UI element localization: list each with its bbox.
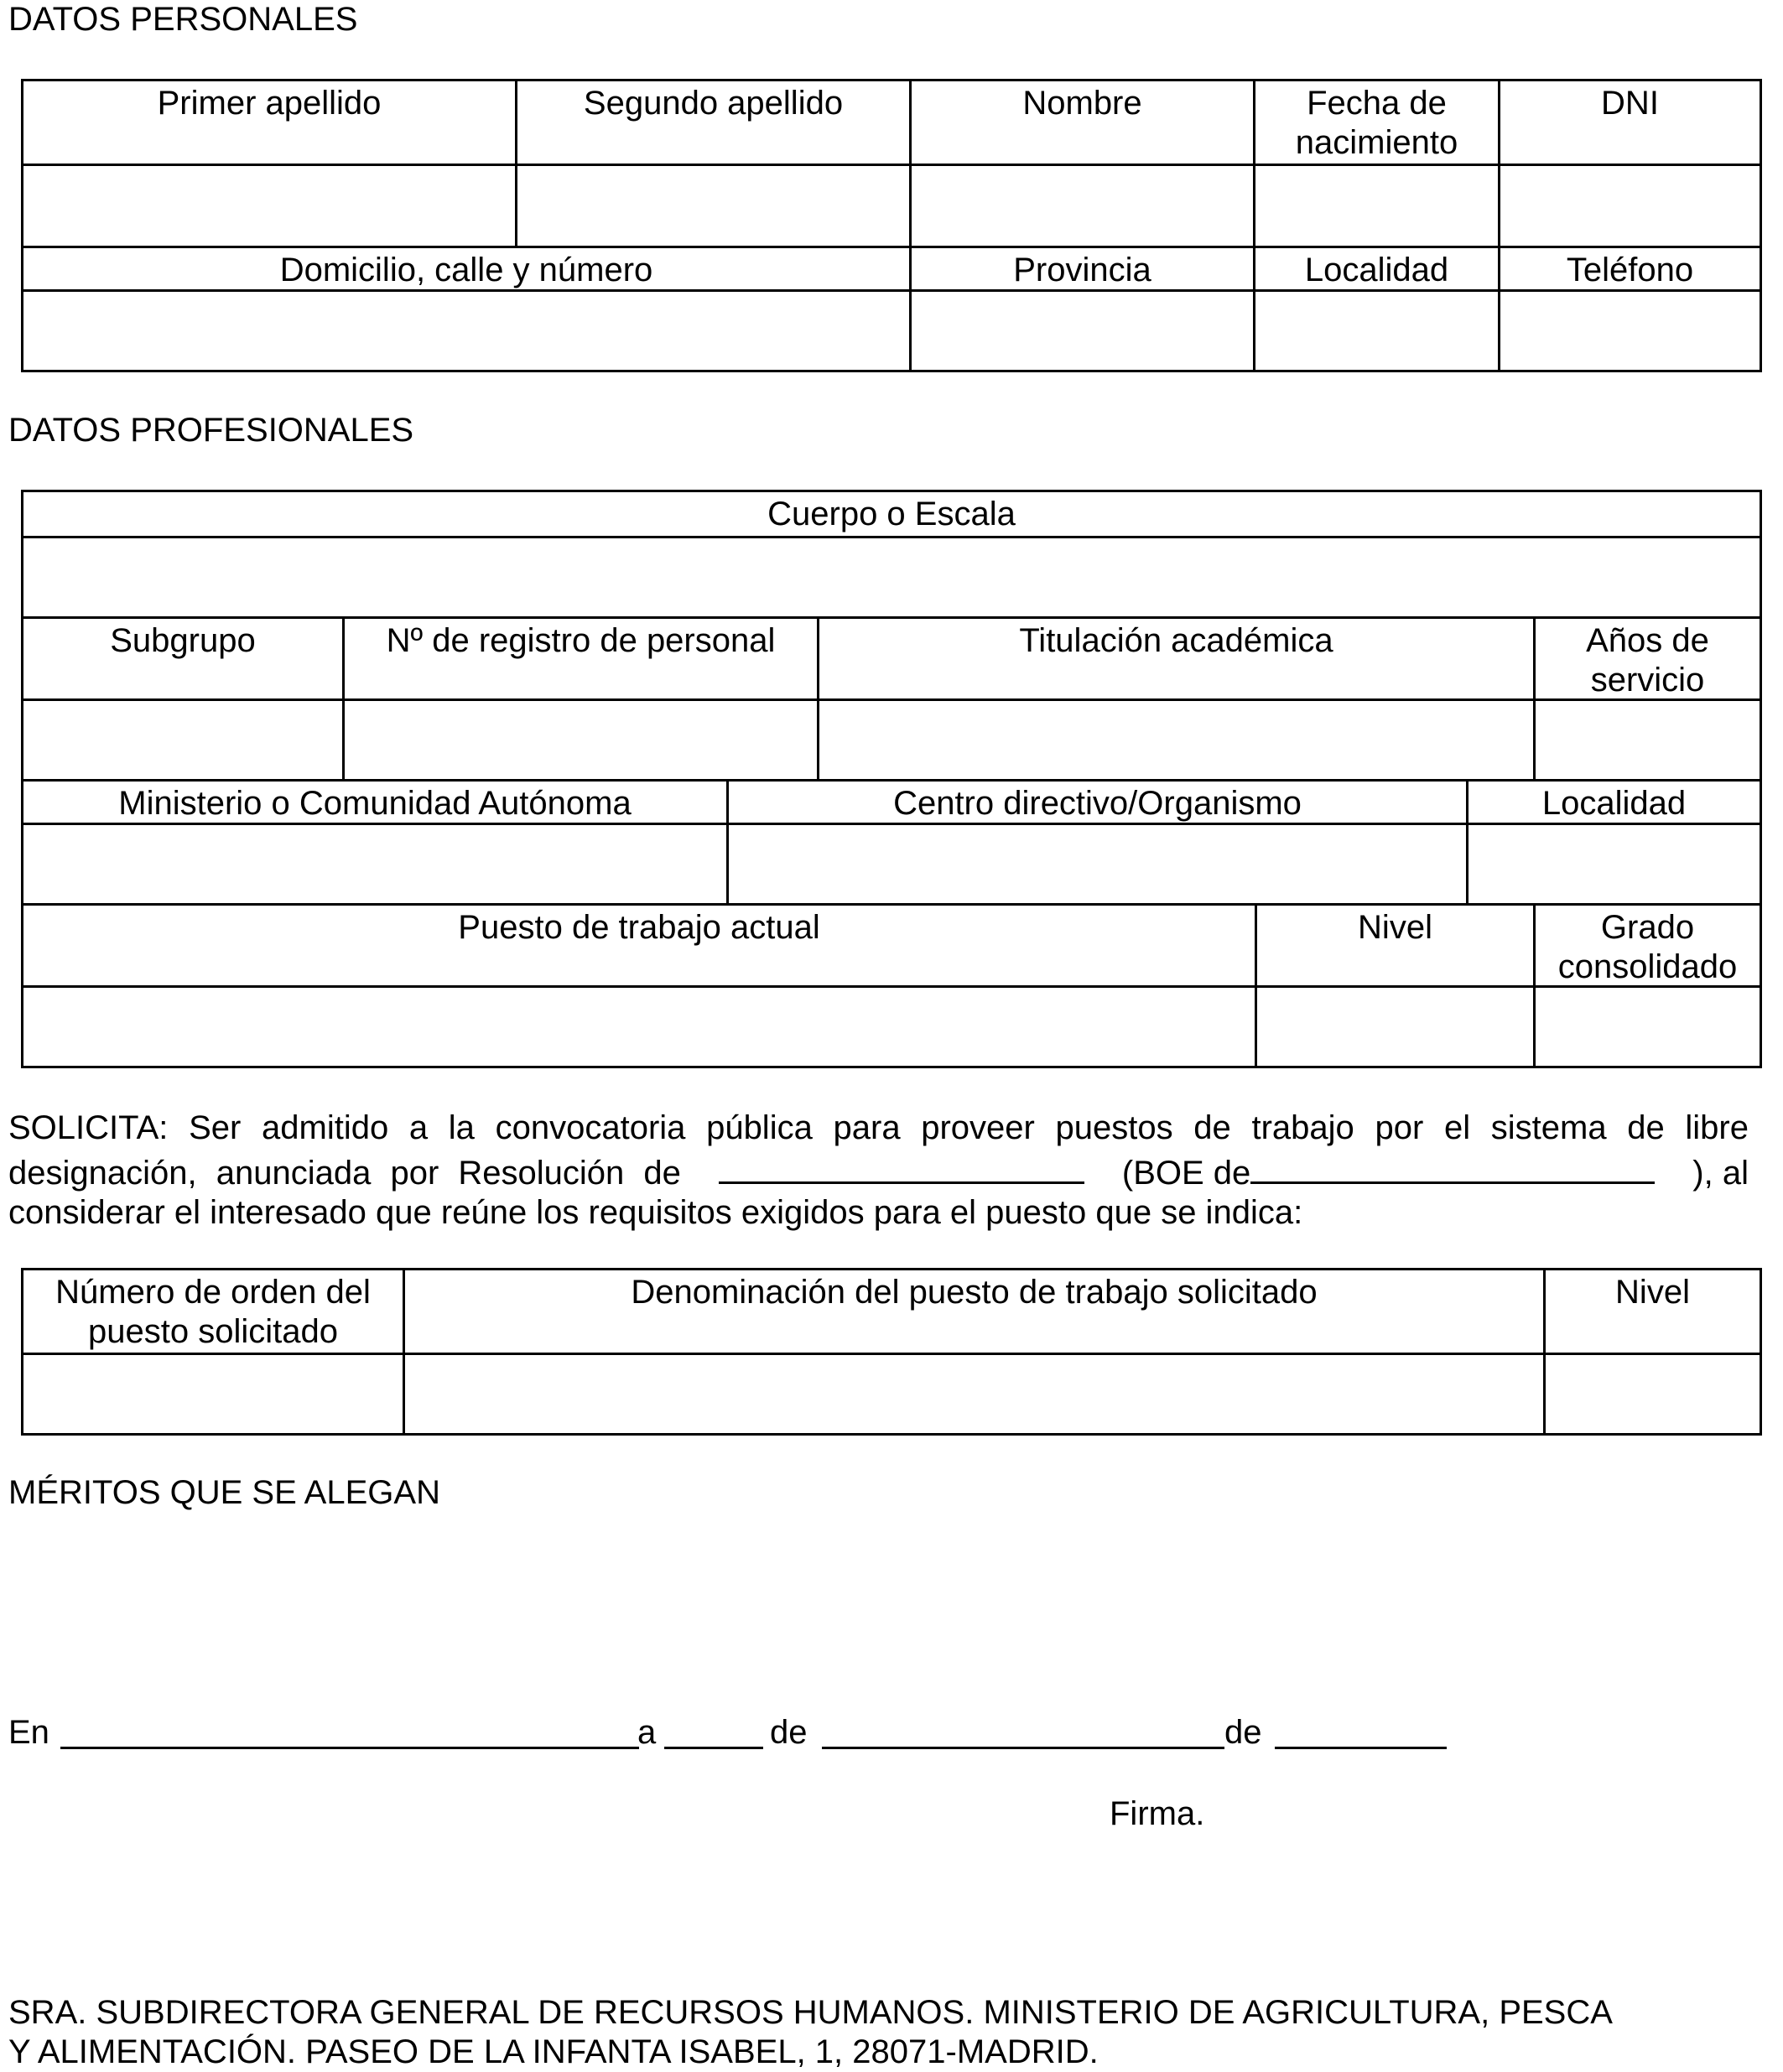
request-line-1: SOLICITA: Ser admitido a la convocatoria pública para proveer puestos de trabajo por el sistema de libre: [8, 1109, 1749, 1146]
header-anos-servicio: Años de servicio: [1533, 619, 1760, 698]
footer-line-1: SRA. SUBDIRECTORA GENERAL DE RECURSOS HUMANOS. MINISTERIO DE AGRICULTURA, PESCA: [8, 1994, 1613, 2031]
header-row: [23, 492, 1760, 536]
localidad-field[interactable]: [1253, 292, 1498, 370]
subgrupo-field[interactable]: [23, 701, 342, 779]
header-puesto-actual: Puesto de trabajo actual: [458, 909, 820, 946]
firma-label: Firma.: [1110, 1795, 1205, 1832]
anos-servicio-field[interactable]: [1533, 701, 1760, 779]
input-row: [23, 985, 1760, 1066]
header-numero-orden: Número de orden del puesto solicitado: [55, 1274, 371, 1350]
professional-data-table: [21, 490, 1762, 1068]
header-localidad: Localidad: [1253, 248, 1498, 289]
domicilio-field[interactable]: [23, 292, 909, 370]
header-ministerio: Ministerio o Comunidad Autónoma: [118, 785, 632, 822]
boe-date-field[interactable]: [1250, 1148, 1655, 1184]
label-de-2: de: [1224, 1714, 1262, 1751]
header-grado-consolidado: Grado consolidado: [1533, 906, 1760, 985]
ministerio-field[interactable]: [23, 825, 726, 903]
request-paragraph: [8, 1109, 1749, 1233]
header-nivel-solicitado: Nivel: [1543, 1270, 1760, 1353]
telefono-field[interactable]: [1498, 292, 1760, 370]
nombre-field[interactable]: [909, 166, 1253, 246]
section-title-merits: MÉRITOS QUE SE ALEGAN: [8, 1474, 440, 1511]
header-row: [23, 779, 1760, 823]
request-line-2: [8, 1148, 1749, 1193]
input-row: [23, 289, 1760, 370]
numero-orden-field[interactable]: [23, 1355, 403, 1433]
header-row: [23, 616, 1760, 698]
fecha-nacimiento-field[interactable]: [1253, 166, 1498, 246]
section-title-professional: DATOS PROFESIONALES: [8, 412, 414, 449]
denominacion-field[interactable]: [403, 1355, 1543, 1433]
primer-apellido-field[interactable]: [23, 166, 515, 246]
header-segundo-apellido: Segundo apellido: [515, 81, 909, 164]
header-subgrupo: Subgrupo: [110, 622, 256, 659]
nivel-actual-field[interactable]: [1255, 988, 1533, 1066]
footer-line-2: Y ALIMENTACIÓN. PASEO DE LA INFANTA ISABEL, 1, 28071-MADRID.: [8, 2033, 1099, 2070]
header-denominacion: Denominación del puesto de trabajo solicitado: [403, 1270, 1543, 1353]
grado-consolidado-field[interactable]: [1533, 988, 1760, 1066]
footer-address: [8, 1993, 1761, 2072]
header-localidad-prof: Localidad: [1466, 782, 1760, 823]
header-telefono: Teléfono: [1498, 248, 1760, 289]
header-dni: DNI: [1498, 81, 1760, 164]
cuerpo-escala-field[interactable]: [23, 538, 1760, 616]
place-field[interactable]: [60, 1713, 639, 1749]
nivel-solicitado-field[interactable]: [1543, 1355, 1760, 1433]
header-fecha-nacimiento: Fecha de nacimiento: [1253, 81, 1498, 164]
label-a: a: [637, 1714, 657, 1751]
localidad-prof-field[interactable]: [1466, 825, 1760, 903]
merits-area[interactable]: [8, 1518, 1749, 1702]
resolucion-date-field[interactable]: [719, 1148, 1084, 1184]
header-centro-directivo: Centro directivo/Organismo: [726, 782, 1466, 823]
header-row: [23, 81, 1760, 164]
input-row: [23, 823, 1760, 903]
registro-personal-field[interactable]: [342, 701, 817, 779]
input-row: [23, 164, 1760, 246]
header-row: [23, 1270, 1760, 1353]
request-line-2b: (BOE de: [1121, 1155, 1251, 1192]
request-line-3: considerar el interesado que reúne los requisitos exigidos para el puesto que se indica:: [8, 1194, 1303, 1231]
header-registro-personal: Nº de registro de personal: [342, 619, 817, 698]
header-nombre: Nombre: [909, 81, 1253, 164]
puesto-actual-field[interactable]: [23, 988, 1255, 1066]
input-row: [23, 698, 1760, 779]
provincia-field[interactable]: [909, 292, 1253, 370]
header-row: [23, 246, 1760, 289]
day-field[interactable]: [664, 1713, 763, 1749]
dni-field[interactable]: [1498, 166, 1760, 246]
input-row: [23, 1353, 1760, 1433]
header-cuerpo-escala: Cuerpo o Escala: [767, 496, 1016, 532]
header-nivel-actual: Nivel: [1255, 906, 1533, 985]
year-field[interactable]: [1275, 1713, 1447, 1749]
request-line-2c: ), al: [1692, 1155, 1749, 1192]
personal-data-table: [21, 79, 1762, 372]
header-row: [23, 903, 1760, 985]
month-field[interactable]: [822, 1713, 1224, 1749]
boe-group: [1122, 1148, 1655, 1193]
label-en: En: [8, 1714, 49, 1751]
titulacion-field[interactable]: [817, 701, 1533, 779]
header-titulacion: Titulación académica: [817, 619, 1533, 698]
header-provincia: Provincia: [909, 248, 1253, 289]
header-domicilio: Domicilio, calle y número: [279, 252, 653, 288]
centro-directivo-field[interactable]: [726, 825, 1466, 903]
input-row: [23, 536, 1760, 616]
positions-table: [21, 1268, 1762, 1436]
label-de-1: de: [770, 1714, 808, 1751]
segundo-apellido-field[interactable]: [515, 166, 909, 246]
section-title-personal: DATOS PERSONALES: [8, 1, 358, 38]
signature-area[interactable]: [923, 1845, 1426, 1971]
header-primer-apellido: Primer apellido: [157, 85, 382, 122]
request-line-2a: designación, anunciada por Resolución de: [8, 1155, 681, 1192]
